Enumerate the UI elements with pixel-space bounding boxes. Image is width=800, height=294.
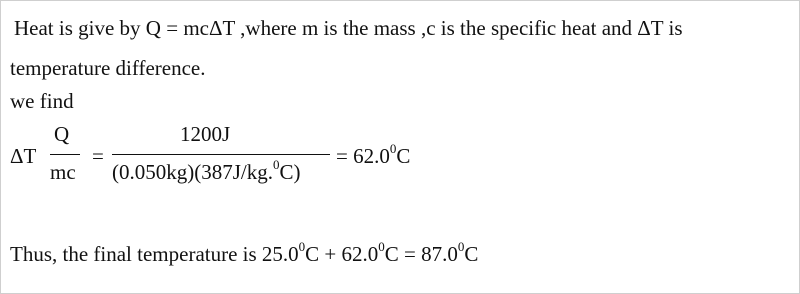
degree-superscript: 0 bbox=[273, 157, 280, 172]
denominator-text-a: (0.050kg)(387J/kg. bbox=[112, 160, 273, 184]
final-text-b: C + 62.0 bbox=[305, 242, 379, 266]
intro-sentence-continued: temperature difference. bbox=[10, 56, 206, 80]
result-text-a: = 62.0 bbox=[336, 144, 390, 168]
fraction-1-bar bbox=[50, 154, 80, 155]
equation-lhs: ΔT bbox=[10, 144, 37, 168]
temperature-equation bbox=[10, 124, 710, 184]
equals-sign: = bbox=[92, 144, 104, 168]
final-text-d: C bbox=[464, 242, 479, 266]
fraction-2-numerator: 1200J bbox=[180, 122, 231, 146]
degree-superscript-2: 0 bbox=[378, 239, 385, 254]
degree-superscript-3: 0 bbox=[457, 239, 465, 254]
intro-text-c: is bbox=[663, 16, 683, 40]
intro-text-b: ,where m is the mass ,c is the specific heat and bbox=[234, 16, 638, 40]
we-find-text: we find bbox=[10, 89, 74, 113]
intro-sentence bbox=[14, 18, 683, 39]
fraction-1-denominator: mc bbox=[50, 160, 76, 184]
final-text-a: Thus, the final temperature is 25.0 bbox=[10, 242, 299, 266]
result-text-b: C bbox=[396, 144, 411, 168]
final-temperature-sentence bbox=[10, 239, 479, 266]
result-degree-superscript: 0 bbox=[389, 141, 397, 156]
denominator-text-b: C) bbox=[279, 160, 301, 184]
delta-t-symbol-2: ΔT bbox=[637, 16, 664, 40]
delta-t-symbol: ΔT bbox=[208, 16, 235, 40]
final-text-c: C = 87.0 bbox=[384, 242, 458, 266]
equation-result bbox=[336, 141, 411, 168]
fraction-2-bar bbox=[112, 154, 330, 155]
fraction-2-denominator bbox=[112, 157, 301, 184]
intro-text-a: Heat is give by Q = mc bbox=[14, 16, 209, 40]
degree-superscript-1: 0 bbox=[298, 239, 306, 254]
fraction-1-numerator: Q bbox=[54, 122, 70, 146]
